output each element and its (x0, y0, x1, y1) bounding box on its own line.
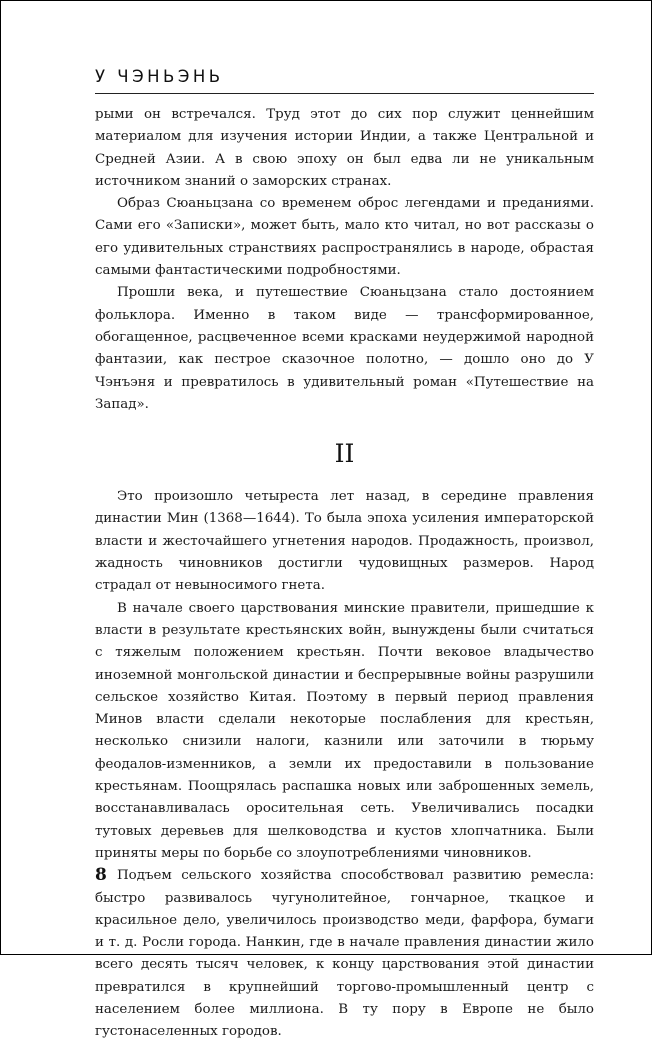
paragraph: Подъем сельского хозяйства способствовал развитию ремесла: быстро развивалось чугунолитейное, гончарное, ткацкое и красильное дело, увеличилось производство меди, фарфора, бумаги и т. д. Росли города. Нанкин, где в начале правления династии жило всего десять тысяч человек, к концу царствования этой династии превратился в крупнейший торгово-промышленный центр с населением более миллиона. В ту пору в Европе не было густонаселенных городов. (95, 868, 594, 1040)
paragraph: Образ Сюаньцзана со временем оброс легендами и преданиями. Сами его «Записки», может быть, мало кто читал, но вот рассказы о его удивительных странствиях распространялись в народе, обрастая самыми фантастическими подробностями. (95, 196, 594, 279)
header-rule (95, 93, 594, 94)
running-header: У ЧЭНЬЭНЬ (95, 67, 224, 86)
paragraph: В начале своего царствования минские правители, пришедшие к власти в результате крестьянских войн, вынуждены были считаться с тяжелым положением крестьян. Почти вековое владычество иноземной монгольской династии и беспрерывные войны разрушили сельское хозяйство Китая. Поэтому в первый период правления Минов власти сделали некоторые послабления для крестьян, несколько снизили налоги, казнили или заточили в тюрьму феодалов-изменников, а земли их предоставили в пользование крестьянам. Поощрялась распашка новых или заброшенных земель, восстанавливалась оросительная сеть. Увеличивались посадки тутовых деревьев для шелководства и кустов хлопчатника. Были приняты меры по борьбе со злоупотреблениями чиновников. (95, 600, 594, 861)
page-number: 8 (95, 865, 107, 885)
paragraph: Это произошло четыреста лет назад, в середине правления династии Мин (1368—1644). То была эпоха усиления императорской власти и жесточайшего угнетения народов. Продажность, произвол, жадность чиновников достигли чудовищных размеров. Народ страдал от невыносимого гнета. (95, 489, 594, 594)
paragraph: рыми он встречался. Труд этот до сих пор служит ценнейшим материалом для изучения истории Индии, а также Центральной и Средней Азии. А в свою эпоху он был едва ли не уникальным источником знаний о заморских странах. (95, 107, 594, 189)
chapter-heading: II (334, 439, 355, 469)
paragraph: Прошли века, и путешествие Сюаньцзана стало достоянием фольклора. Именно в таком виде — трансформированное, обогащенное, расцвеченное всеми красками неудержимой народной фантазии, как пестрое сказочное полотно, — дошло оно до У Чэнъэня и превратилось в удивительный роман «Путешествие на Запад». (95, 285, 594, 412)
page-body (95, 104, 594, 1044)
